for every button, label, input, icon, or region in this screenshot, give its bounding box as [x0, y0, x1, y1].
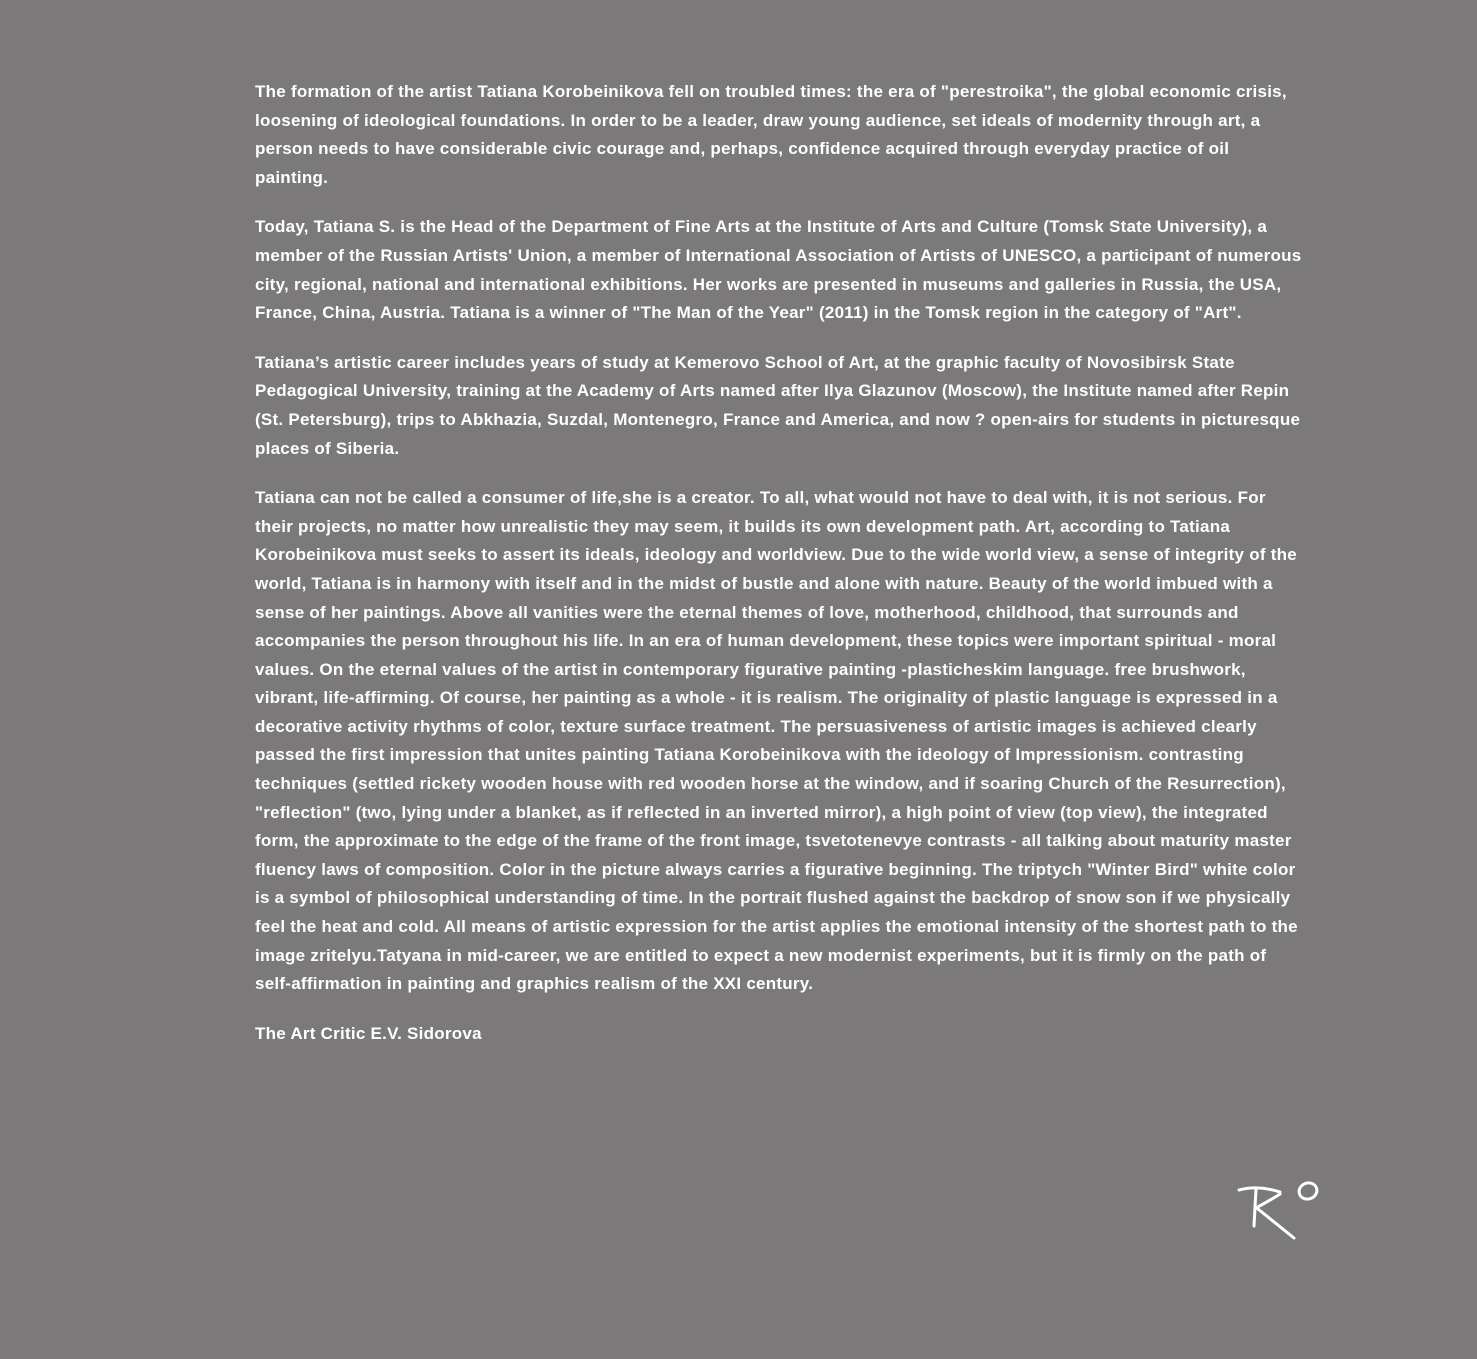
author-credit: The Art Critic E.V. Sidorova [255, 1023, 482, 1043]
signature-monogram-icon [1236, 1176, 1326, 1246]
paragraph-creator: Tatiana can not be called a consumer of life,she is a creator. To all, what would not have to deal with, it is not serious. For their projects, no matter how unrealistic they may seem, it builds its own development path. Art, according to Tatiana Korobeinikova must seeks to assert its ideals, ideology and worldview. Due to the wide world view, a sense of integrity of the world, Tatiana is in harmony with itself and in the midst of bustle and alone with nature. Beauty of the world imbued with a sense of her paintings. Above all vanities were the eternal themes of love, motherhood, childhood, that surrounds and accompanies the person throughout his life. In an era of human development, these topics were important spiritual - moral values. On the eternal values of the artist in contemporary figurative painting -plasticheskim language. free brushwork, vibrant, life-affirming. Of course, her painting as a whole - it is realism. The originality of plastic language is expressed in a decorative activity rhythms of color, texture surface treatment. The persuasiveness of artistic images is achieved clearly passed the first impression that unites painting Tatiana Korobeinikova with the ideology of Impressionism. contrasting techniques (settled rickety wooden house with red wooden horse at the window, and if soaring Church of the Resurrection), "reflection" (two, lying under a blanket, as if reflected in an inverted mirror), a high point of view (top view), the integrated form, the approximate to the edge of the frame of the front image, tsvetotenevye contrasts - all talking about maturity master fluency laws of composition. Color in the picture always carries a figurative beginning. The triptych "Winter Bird" white color is a symbol of philosophical understanding of time. In the portrait flushed against the backdrop of snow son if we physically feel the heat and cold. All means of artistic expression for the artist applies the emotional intensity of the shortest path to the image zritelyu.Tatyana in mid-career, we are entitled to expect a new modernist experiments, but it is firmly on the path of self-affirmation in painting and graphics realism of the XXI century. [255, 488, 1298, 994]
article-body [255, 78, 1305, 1069]
paragraph-today: Today, Tatiana S. is the Head of the Department of Fine Arts at the Institute of Arts and Culture (Tomsk State University), a member of the Russian Artists' Union, a member of International Association of Artists of UNESCO, a participant of numerous city, regional, national and international exhibitions. Her works are presented in museums and galleries in Russia, the USA, France, China, Austria. Tatiana is a winner of "The Man of the Year" (2011) in the Tomsk region in the category of "Art". [255, 217, 1302, 323]
paragraph-career: Tatiana’s artistic career includes years of study at Kemerovo School of Art, at the graphic faculty of Novosibirsk State Pedagogical University, training at the Academy of Arts named after Ilya Glazunov (Moscow), the Institute named after Repin (St. Petersburg), trips to Abkhazia, Suzdal, Montenegro, France and America, and now ? open-airs for students in picturesque places of Siberia. [255, 352, 1301, 458]
paragraph-formation: The formation of the artist Tatiana Korobeinikova fell on troubled times: the era of "perestroika", the global economic crisis, loosening of ideological foundations. In order to be a leader, draw young audience, set ideals of modernity through art, a person needs to have considerable civic courage and, perhaps, confidence acquired through everyday practice of oil painting. [255, 82, 1287, 187]
